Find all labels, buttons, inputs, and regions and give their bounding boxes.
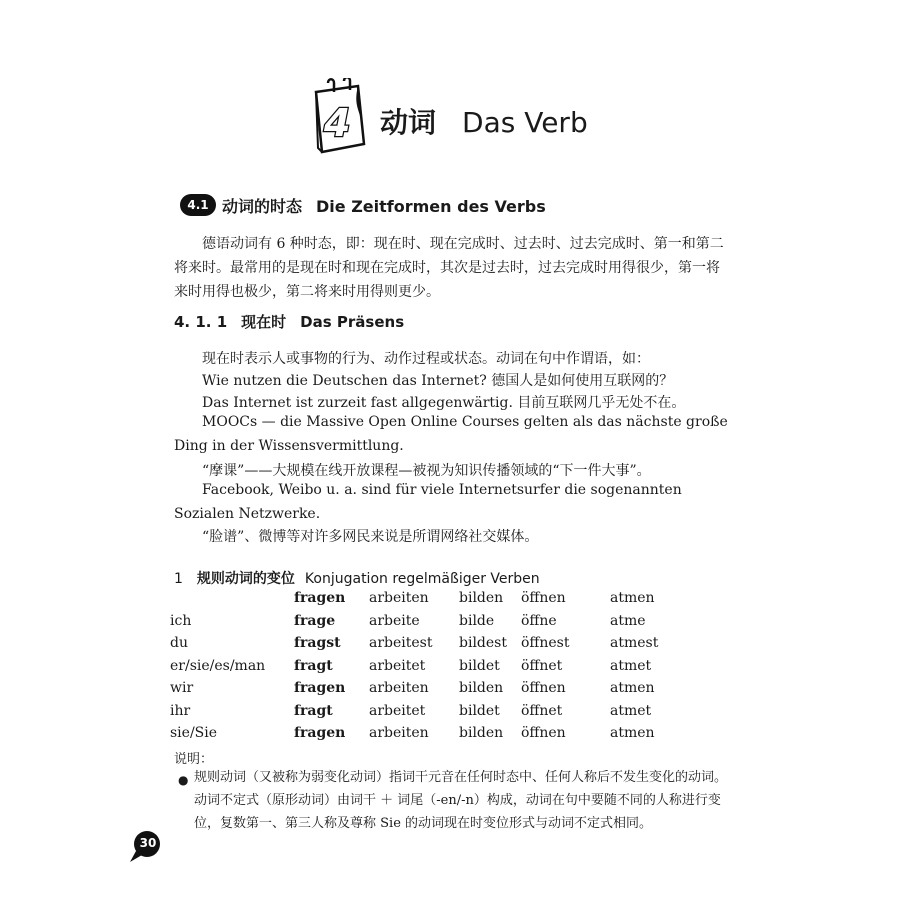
table-cell: atmest (610, 635, 659, 652)
table-cell: arbeitest (369, 635, 433, 652)
section-title-zh: 动词的时态 (222, 197, 303, 216)
table-cell: bildet (459, 702, 500, 719)
table-cell: atmet (610, 657, 652, 674)
example-translation: “脸谱”、微博等对许多网民来说是所谓网络社交媒体。 (202, 529, 539, 545)
note-text: 规则动词（又被称为弱变化动词）指词干元音在任何时态中、任何人称后不发生变化的动词。动词不定式（原形动词）由词干 ＋ 词尾（-en/-n）构成，动词在句中要随不同的人称进行变位，复数第一、第三人称及尊称 Sie 的动词现在时变位形式与动词不定式相同。 (194, 770, 728, 831)
table-cell: arbeiten (369, 680, 429, 697)
conjugation-number: 1 (174, 571, 183, 587)
table-cell: arbeitet (369, 657, 426, 674)
table-cell: atmen (610, 590, 655, 607)
table-row (170, 722, 680, 745)
table-cell: fragst (294, 635, 341, 652)
table-cell: arbeiten (369, 590, 429, 607)
section-intro: 德语动词有 6 种时态，即：现在时、现在完成时、过去时、过去完成时、第一和第二将来时。最常用的是现在时和现在完成时，其次是过去时，过去完成时用得很少，第一将来时用得也极少，第二将来时用得则更少。 (174, 236, 724, 300)
table-cell: bilde (459, 612, 495, 629)
bullet-icon: ● (178, 773, 189, 787)
table-cell: fragt (294, 657, 333, 674)
table-cell: öffne (521, 612, 557, 629)
chapter-title-zh: 动词 (380, 106, 437, 139)
subsection-title (174, 311, 418, 332)
table-cell: atme (610, 612, 646, 629)
subsection-title-zh: 现在时 (241, 313, 287, 331)
conjugation-title-zh: 规则动词的变位 (196, 571, 295, 587)
section-number-badge: 4.1 (180, 194, 216, 216)
conjugation-title-de: Konjugation regelmäßiger Verben (304, 571, 540, 587)
table-header-row (170, 587, 680, 610)
table-cell: fragt (294, 702, 333, 719)
chapter-number: 4 (324, 101, 351, 145)
conjugation-table (170, 587, 680, 745)
table-cell (170, 587, 294, 610)
table-row (170, 700, 680, 723)
table-cell: öffnen (521, 725, 566, 742)
example-translation: “摩课”——大规模在线开放课程—被视为知识传播领域的“下一件大事”。 (202, 463, 651, 479)
table-row (170, 655, 680, 678)
example-sentence: Facebook, Weibo u. a. sind für viele Internetsurfer die sogenannten Sozialen Netzwerke. (174, 482, 682, 522)
table-cell: öffnet (521, 702, 563, 719)
table-cell: bilden (459, 680, 504, 697)
section-title (222, 194, 546, 217)
note-label: 说明： (174, 752, 214, 767)
table-cell: fragen (294, 680, 346, 697)
table-cell: arbeite (369, 612, 420, 629)
text-line: 现在时表示人或事物的行为、动作过程或状态。动词在句中作谓语，如： (202, 351, 650, 367)
table-cell: frage (294, 612, 336, 629)
table-cell: bilden (459, 725, 504, 742)
conjugation-title (174, 568, 540, 588)
table-cell: bildet (459, 657, 500, 674)
calendar-page-icon (306, 78, 370, 156)
section-title-de: Die Zeitformen des Verbs (316, 197, 546, 216)
table-cell: sie/Sie (170, 725, 218, 742)
table-cell: öffnest (521, 635, 570, 652)
example-sentence: Wie nutzen die Deutschen das Internet? 德国人是如何使用互联网的？ (202, 373, 674, 389)
table-cell: öffnen (521, 680, 566, 697)
table-cell: fragen (294, 725, 346, 742)
subsection-number: 4. 1. 1 (174, 313, 228, 331)
table-cell: bilden (459, 590, 504, 607)
chapter-title-de: Das Verb (462, 106, 588, 139)
table-row (170, 632, 680, 655)
table-cell: atmen (610, 725, 655, 742)
table-cell: bildest (459, 635, 507, 652)
table-cell: du (170, 635, 188, 652)
table-cell: öffnen (521, 590, 566, 607)
table-cell: arbeiten (369, 725, 429, 742)
table-cell: fragen (294, 590, 346, 607)
table-cell: atmen (610, 680, 655, 697)
table-cell: er/sie/es/man (170, 657, 266, 674)
table-cell: ich (170, 612, 192, 629)
example-sentence: Das Internet ist zurzeit fast allgegenwärtig. 目前互联网几乎无处不在。 (202, 395, 686, 411)
chapter-title (380, 101, 588, 141)
table-cell: ihr (170, 702, 191, 719)
table-cell: atmet (610, 702, 652, 719)
page-number: 30 (139, 836, 157, 850)
table-row (170, 677, 680, 700)
subsection-title-de: Das Präsens (300, 313, 405, 331)
table-cell: öffnet (521, 657, 563, 674)
table-cell: wir (170, 680, 194, 697)
example-sentence: MOOCs — die Massive Open Online Courses gelten als das nächste große Ding in der Wissensvermittlung. (174, 414, 728, 454)
table-row (170, 610, 680, 633)
table-cell: arbeitet (369, 702, 426, 719)
